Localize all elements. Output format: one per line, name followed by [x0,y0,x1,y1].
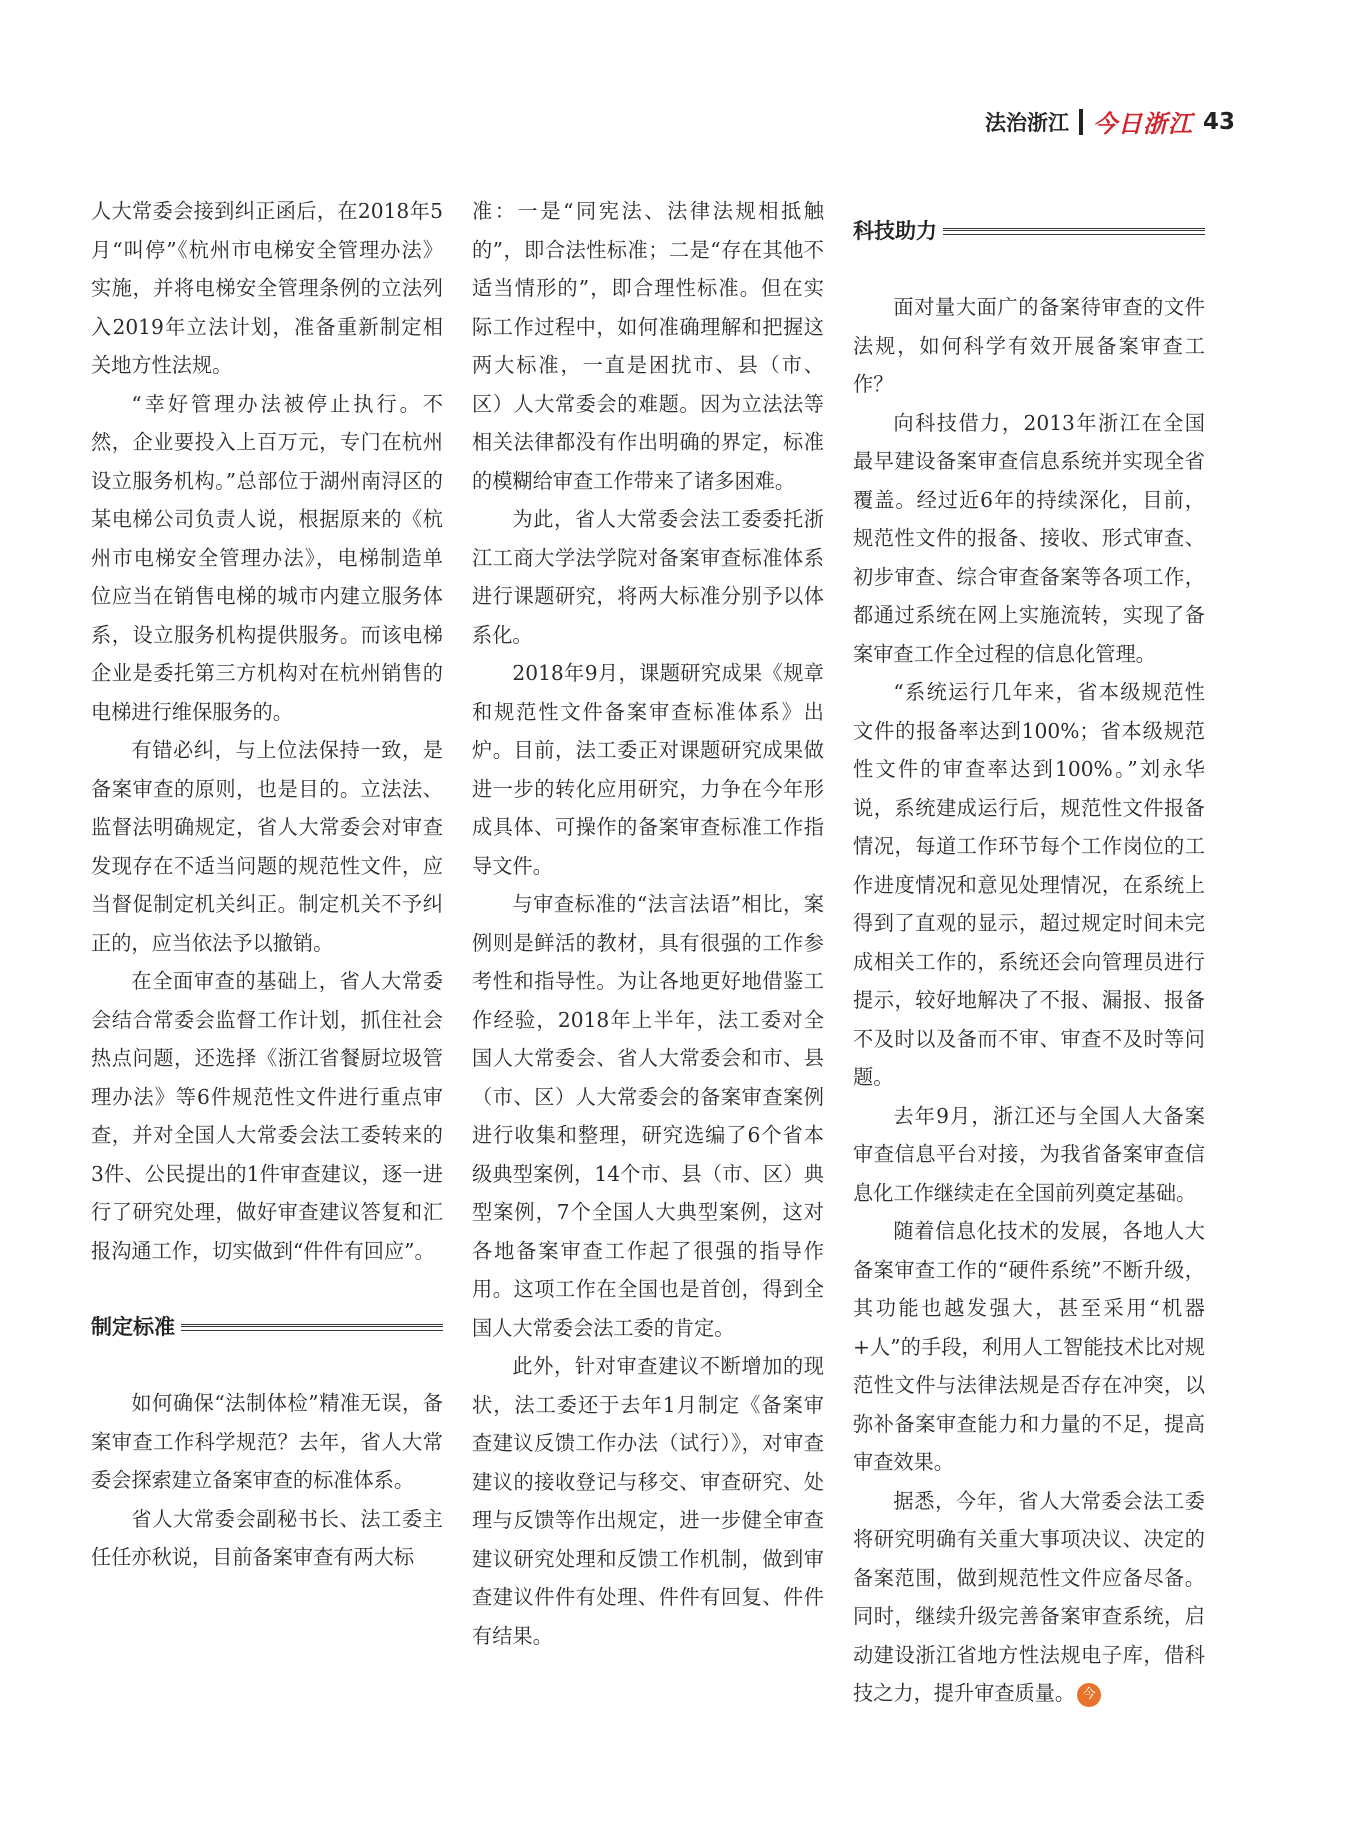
section-heading-standards [91,1308,443,1346]
paragraph: 与审查标准的“法言法语”相比，案例则是鲜活的教材，具有很强的工作参考性和指导性。为让各地更好地借鉴工作经验，2018年上半年，法工委对全国人大常委会、省人大常委会和市、县（市、区）人大常委会的备案审查案例进行收集和整理，研究选编了6个省本级典型案例，14个市、县（市、区）典型案例，7个全国人大典型案例，这对各地备案审查工作起了很强的指导作用。这项工作在全国也是首创，得到全国人大常委会法工委的肯定。 [472,892,824,1340]
column-1 [91,192,443,1577]
paragraph [853,1482,1205,1713]
paragraph: 如何确保“法制体检”精准无误，备案审查工作科学规范？去年，省人大常委会探索建立备案审查的标准体系。 [91,1391,443,1492]
paragraph: 为此，省人大常委会法工委委托浙江工商大学法学院对备案审查标准体系进行课题研究，将两大标准分别予以体系化。 [472,507,824,647]
heading-rule [181,1324,443,1331]
section-heading-technology [853,212,1205,250]
heading-rule [943,228,1205,235]
paragraph: 准：一是“同宪法、法律法规相抵触的”，即合法性标准；二是“存在其他不适当情形的”，即合理性标准。但在实际工作过程中，如何准确理解和把握这两大标准，一直是困扰市、县（市、区）人大常委会的难题。因为立法法等相关法律都没有作出明确的界定，标准的模糊给审查工作带来了诸多困难。 [472,199,824,493]
column-3 [853,192,1205,1713]
column-2 [472,192,824,1655]
paragraph: “幸好管理办法被停止执行。不然，企业要投入上百万元，专门在杭州设立服务机构。”总部位于湖州南浔区的某电梯公司负责人说，根据原来的《杭州市电梯安全管理办法》，电梯制造单位应当在销售电梯的城市内建立服务体系，设立服务机构提供服务。而该电梯企业是委托第三方机构对在杭州销售的电梯进行维保服务的。 [91,391,443,724]
end-mark-icon: 今 [1077,1683,1101,1707]
paragraph: 随着信息化技术的发展，各地人大备案审查工作的“硬件系统”不断升级，其功能也越发强大，甚至采用“机器+人”的手段，利用人工智能技术比对规范性文件与法律法规是否存在冲突，以弥补备案审查能力和力量的不足，提高审查效果。 [853,1219,1205,1474]
magazine-logo: 今日浙江 [1092,110,1193,138]
paragraph: 省人大常委会副秘书长、法工委主任任亦秋说，目前备案审查有两大标 [91,1506,443,1569]
paragraph: 向科技借力，2013年浙江在全国最早建设备案审查信息系统并实现全省覆盖。经过近6年的持续深化，目前，规范性文件的报备、接收、形式审查、初步审查、综合审查备案等各项工作，都通过系统在网上实施流转，实现了备案审查工作全过程的信息化管理。 [853,410,1205,666]
paragraph: 面对量大面广的备案待审查的文件法规，如何科学有效开展备案审查工作？ [853,295,1205,396]
section-name: 法治浙江 [984,110,1069,135]
paragraph: 人大常委会接到纠正函后，在2018年5月“叫停”《杭州市电梯安全管理办法》实施，并将电梯安全管理条例的立法列入2019年立法计划，准备重新制定相关地方性法规。 [91,199,443,377]
paragraph: “系统运行几年来，省本级规范性文件的报备率达到100%；省本级规范性文件的审查率达到100%。”刘永华说，系统建成运行后，规范性文件报备情况，每道工作环节每个工作岗位的工作进度情况和意见处理情况，在系统上得到了直观的显示，超过规定时间未完成相关工作的，系统还会向管理员进行提示，较好地解决了不报、漏报、报备不及时以及备而不审、审查不及时等问题。 [853,680,1205,1089]
paragraph: 在全面审查的基础上，省人大常委会结合常委会监督工作计划，抓住社会热点问题，还选择《浙江省餐厨垃圾管理办法》等6件规范性文件进行重点审查，并对全国人大常委会法工委转来的3件、公民提出的1件审查建议，逐一进行了研究处理，做好审查建议答复和汇报沟通工作，切实做到“件件有回应”。 [91,969,443,1263]
paragraph: 有错必纠，与上位法保持一致，是备案审查的原则，也是目的。立法法、监督法明确规定，省人大常委会对审查发现存在不适当问题的规范性文件，应当督促制定机关纠正。制定机关不予纠正的，应当依法予以撤销。 [91,738,443,955]
paragraph: 2018年9月，课题研究成果《规章和规范性文件备案审查标准体系》出炉。目前，法工委正对课题研究成果做进一步的转化应用研究，力争在今年形成具体、可操作的备案审查标准工作指导文件。 [472,661,824,878]
paragraph: 去年9月，浙江还与全国人大备案审查信息平台对接，为我省备案审查信息化工作继续走在全国前列奠定基础。 [853,1103,1205,1205]
section-heading-text: 科技助力 [853,218,937,243]
page-header [985,104,1235,139]
paragraph-text: 据悉，今年，省人大常委会法工委将研究明确有关重大事项决议、决定的备案范围，做到规范性文件应备尽备。同时，继续升级完善备案审查系统，启动建设浙江省地方性法规电子库，借科技之力，提升审查质量。 [853,1488,1205,1705]
page-number: 43 [1202,108,1235,135]
section-heading-text: 制定标准 [91,1314,175,1339]
header-divider [1079,109,1083,135]
paragraph: 此外，针对审查建议不断增加的现状，法工委还于去年1月制定《备案审查建议反馈工作办法（试行）》，对审查建议的接收登记与移交、审查研究、处理与反馈等作出规定，进一步健全审查建议研究处理和反馈工作机制，做到审查建议件件有处理、件件有回复、件件有结果。 [472,1354,824,1648]
